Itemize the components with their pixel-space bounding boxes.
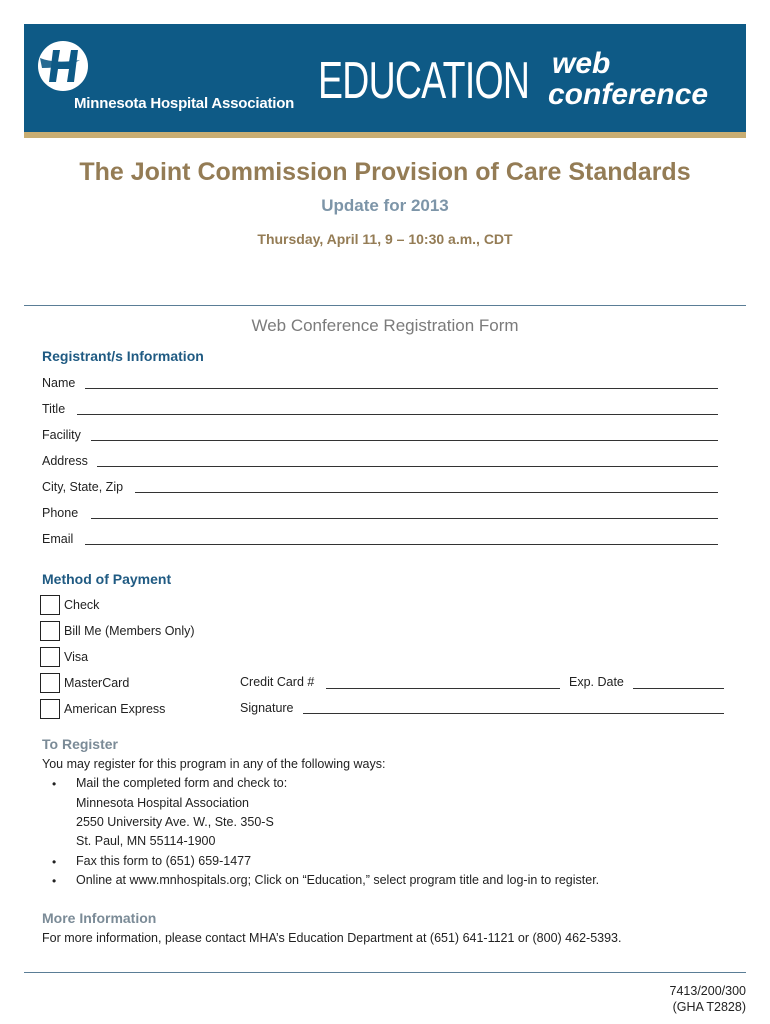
field-label-title: Title	[42, 402, 66, 416]
field-label-phone: Phone	[42, 506, 79, 520]
footer-code: 7413/200/300	[669, 984, 746, 998]
title-input-line[interactable]	[77, 414, 718, 415]
address-line-2: 2550 University Ave. W., Ste. 350-S	[76, 815, 274, 829]
mastercard-label: MasterCard	[64, 676, 130, 690]
web-word: web	[552, 47, 611, 80]
field-label-address: Address	[42, 454, 88, 468]
page-title: The Joint Commission Provision of Care Standards	[79, 158, 691, 186]
signature-input-line[interactable]	[303, 713, 724, 714]
event-date: Thursday, April 11, 9 – 10:30 a.m., CDT	[257, 231, 513, 247]
mail-instruction: Mail the completed form and check to:	[76, 776, 288, 790]
visa-label: Visa	[64, 650, 89, 664]
facility-input-line[interactable]	[91, 440, 718, 441]
check-label: Check	[64, 598, 100, 612]
online-instruction: Online at www.mnhospitals.org; Click on “Education,” select program title and log-in to register.	[76, 873, 600, 887]
fax-instruction: Fax this form to (651) 659-1477	[76, 854, 252, 868]
field-label-city-state-zip: City, State, Zip	[42, 480, 124, 494]
city-state-zip-input-line[interactable]	[135, 492, 718, 493]
register-heading: To Register	[42, 736, 118, 752]
bullet-mail: •	[52, 777, 57, 791]
footer-gha: (GHA T2828)	[672, 1000, 746, 1014]
field-label-email: Email	[42, 532, 74, 546]
exp-date-label: Exp. Date	[569, 675, 624, 689]
registrant-heading: Registrant/s Information	[42, 348, 204, 364]
education-word: EDUCATION	[318, 52, 530, 110]
form-title: Web Conference Registration Form	[251, 316, 519, 335]
amex-label: American Express	[64, 702, 166, 716]
field-label-facility: Facility	[42, 428, 81, 442]
header-stripe	[24, 132, 746, 138]
register-intro: You may register for this program in any of the following ways:	[42, 757, 386, 771]
bullet-fax: •	[52, 855, 57, 869]
amex-checkbox[interactable]	[40, 699, 60, 719]
exp-date-input-line[interactable]	[633, 688, 724, 689]
mastercard-checkbox[interactable]	[40, 673, 60, 693]
address-line-3: St. Paul, MN 55114-1900	[76, 834, 216, 848]
mha-logo-icon	[36, 38, 92, 94]
org-name: Minnesota Hospital Association	[74, 95, 295, 112]
conference-word: conference	[548, 78, 709, 111]
bullet-online: •	[52, 874, 57, 888]
field-label-name: Name	[42, 376, 76, 390]
check-checkbox[interactable]	[40, 595, 60, 615]
divider-bottom	[24, 972, 746, 973]
credit-card-label: Credit Card #	[240, 675, 315, 689]
page-subtitle: Update for 2013	[321, 196, 449, 215]
bill-me-label: Bill Me (Members Only)	[64, 624, 195, 638]
more-info-heading: More Information	[42, 910, 157, 926]
bill-me-checkbox[interactable]	[40, 621, 60, 641]
name-input-line[interactable]	[85, 388, 718, 389]
divider-top	[24, 305, 746, 306]
credit-card-input-line[interactable]	[326, 688, 560, 689]
more-info-text: For more information, please contact MHA’s Education Department at (651) 641-1121 or (800) 462-5393.	[42, 931, 622, 945]
phone-input-line[interactable]	[91, 518, 718, 519]
signature-label: Signature	[240, 701, 294, 715]
address-input-line[interactable]	[97, 466, 718, 467]
address-line-1: Minnesota Hospital Association	[76, 796, 250, 810]
visa-checkbox[interactable]	[40, 647, 60, 667]
email-input-line[interactable]	[85, 544, 718, 545]
payment-heading: Method of Payment	[42, 571, 172, 587]
